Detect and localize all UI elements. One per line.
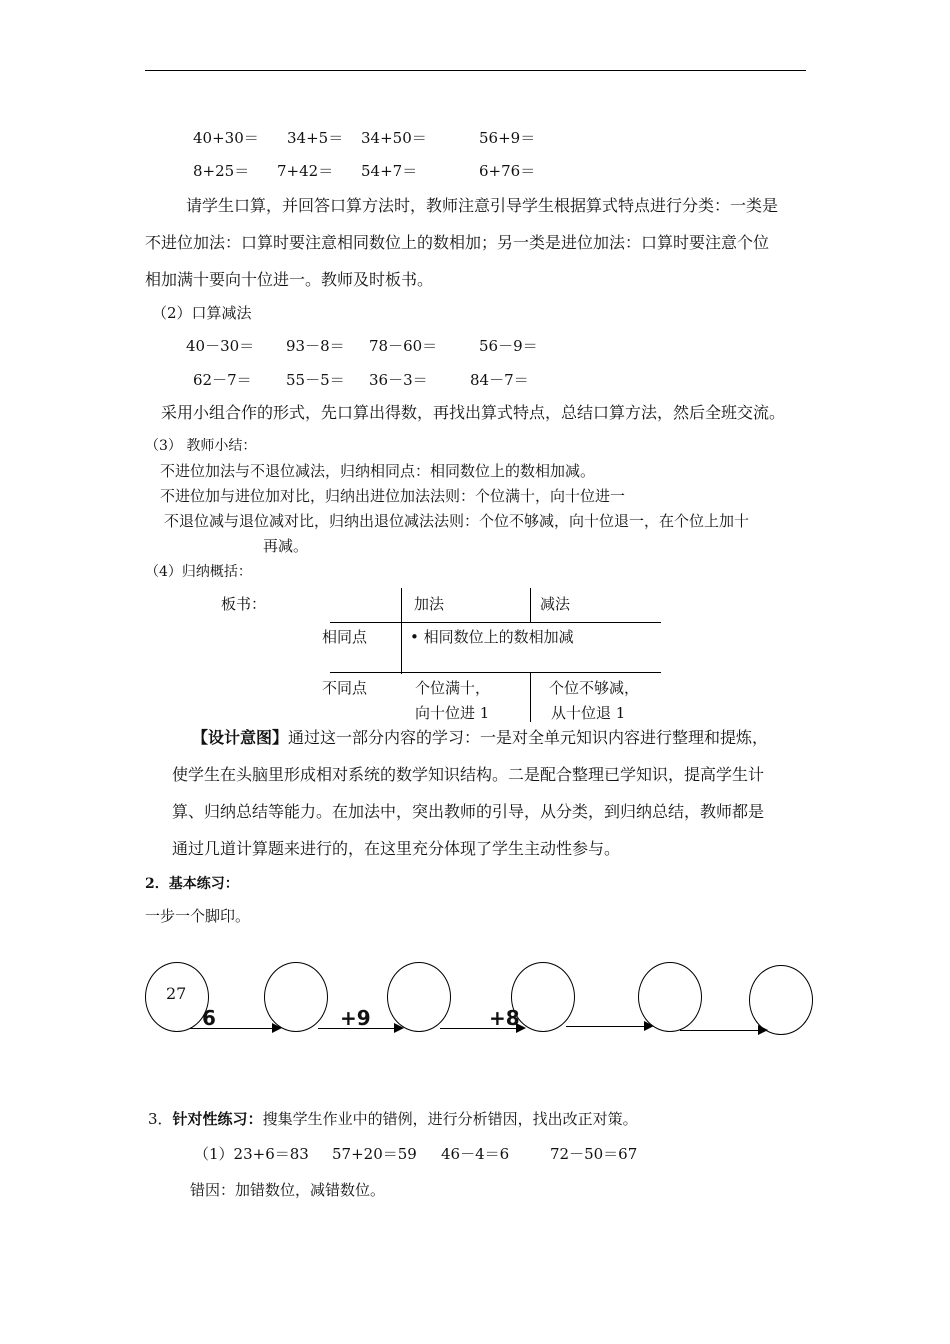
- addition-expr: 8+25＝: [193, 162, 250, 180]
- wrong-example: 46－4＝6: [441, 1145, 510, 1163]
- footprint-arrow-head: [272, 1023, 282, 1033]
- practice2-sub: 一步一个脚印。: [145, 907, 251, 925]
- practice3-heading: 针对性练习：: [172, 1110, 263, 1128]
- addition-expr: 7+42＝: [277, 162, 334, 180]
- practice2-heading: 2．基本练习：: [145, 876, 239, 892]
- footprint-arrow-head: [758, 1025, 768, 1035]
- summary-line: 不进位加法与不退位减法，归纳相同点：相同数位上的数相加减。: [160, 462, 596, 480]
- design-intent-text: 通过这一部分内容的学习：一是对全单元知识内容进行整理和提炼，: [288, 728, 769, 747]
- subtraction-expr: 78－60＝: [369, 337, 438, 355]
- paragraph-line: 采用小组合作的形式，先口算出得数，再找出算式特点，总结口算方法，然后全班交流。: [161, 403, 786, 422]
- footprint-circle[interactable]: [511, 962, 575, 1032]
- subtraction-expr: 55－5＝: [286, 371, 345, 389]
- paragraph-line: 请学生口算，并回答口算方法时，教师注意引导学生根据算式特点进行分类：一类是: [186, 196, 779, 215]
- footprint-arrow: [440, 1028, 516, 1029]
- board-diff-add: 个位满十，: [415, 679, 491, 697]
- design-intent-line: 算、归纳总结等能力。在加法中，突出教师的引导，从分类，到归纳总结，教师都是: [172, 802, 765, 821]
- board-vline-right-bottom: [530, 672, 531, 722]
- addition-expr: 6+76＝: [479, 162, 536, 180]
- footprint-arrow: [318, 1028, 394, 1029]
- footprint-arrow-head: [516, 1023, 526, 1033]
- footprint-arrow-head: [394, 1023, 404, 1033]
- board-diff-add: 向十位进 1: [415, 704, 490, 722]
- addition-expr: 40+30＝: [193, 129, 259, 147]
- practice3-number: 3．: [148, 1110, 173, 1128]
- header-rule: [145, 70, 806, 71]
- section-heading: （4）归纳概括：: [145, 564, 252, 580]
- board-vline-right-top: [530, 588, 531, 622]
- board-row-same: 相同点: [322, 628, 368, 646]
- board-row-diff: 不同点: [322, 679, 368, 697]
- summary-line: 不退位减与退位减对比，归纳出退位减法法则：个位不够减，向十位退一，在个位上加十: [164, 512, 750, 530]
- paragraph-line: 不进位加法：口算时要注意相同数位上的数相加；另一类是进位加法：口算时要注意个位: [145, 233, 770, 252]
- board-diff-sub: 从十位退 1: [551, 704, 626, 722]
- footprint-op: 6: [202, 1006, 216, 1030]
- design-intent-title: 【设计意图】: [192, 728, 289, 747]
- addition-expr: 34+5＝: [287, 129, 344, 147]
- footprint-arrow-head: [644, 1021, 654, 1031]
- board-vline-left: [401, 588, 402, 674]
- subtraction-expr: 84－7＝: [470, 371, 529, 389]
- paragraph-line: 相加满十要向十位进一。教师及时板书。: [145, 270, 434, 289]
- addition-expr: 34+50＝: [361, 129, 427, 147]
- subtraction-expr: 40－30＝: [186, 337, 255, 355]
- footprint-arrow: [190, 1028, 272, 1029]
- board-same-content: • 相同数位上的数相加减: [410, 628, 574, 646]
- board-col-sub: 减法: [540, 595, 571, 613]
- addition-expr: 56+9＝: [479, 129, 536, 147]
- design-intent-line: 使学生在头脑里形成相对系统的数学知识结构。二是配合整理已学知识，提高学生计: [172, 765, 765, 784]
- board-diff-sub: 个位不够减，: [549, 679, 640, 697]
- subtraction-expr: 56－9＝: [479, 337, 538, 355]
- section-heading: （2）口算减法: [152, 304, 252, 322]
- design-intent-line: 通过几道计算题来进行的，在这里充分体现了学生主动性参与。: [172, 839, 621, 858]
- subtraction-expr: 36－3＝: [369, 371, 428, 389]
- wrong-example: （1）23+6＝83: [194, 1145, 309, 1163]
- summary-line: 不进位加与进位加对比，归纳出进位加法法则：个位满十，向十位进一: [160, 487, 626, 505]
- subtraction-expr: 93－8＝: [286, 337, 345, 355]
- footprint-circle[interactable]: [387, 962, 451, 1032]
- board-label: 板书：: [221, 595, 267, 613]
- error-cause: 错因：加错数位，减错数位。: [190, 1181, 386, 1199]
- wrong-example: 72－50＝67: [550, 1145, 638, 1163]
- summary-line: 再减。: [263, 537, 309, 555]
- design-intent-first-line: [192, 725, 768, 748]
- board-hline-2: [330, 672, 661, 673]
- footprint-op: +8: [489, 1006, 520, 1030]
- footprint-arrow: [680, 1030, 758, 1031]
- footprint-circle[interactable]: [264, 962, 328, 1032]
- footprint-arrow: [566, 1026, 644, 1027]
- board-col-add: 加法: [414, 595, 445, 613]
- practice3-text: 搜集学生作业中的错例，进行分析错因，找出改正对策。: [262, 1110, 638, 1128]
- addition-expr: 54+7＝: [361, 162, 418, 180]
- footprint-start-value: 27: [166, 984, 187, 1003]
- wrong-example: 57+20＝59: [332, 1145, 417, 1163]
- subtraction-expr: 62－7＝: [193, 371, 252, 389]
- section-heading: （3） 教师小结：: [145, 438, 257, 454]
- footprint-op: +9: [340, 1006, 371, 1030]
- board-hline-1: [330, 622, 661, 623]
- practice3-line: [148, 1108, 638, 1129]
